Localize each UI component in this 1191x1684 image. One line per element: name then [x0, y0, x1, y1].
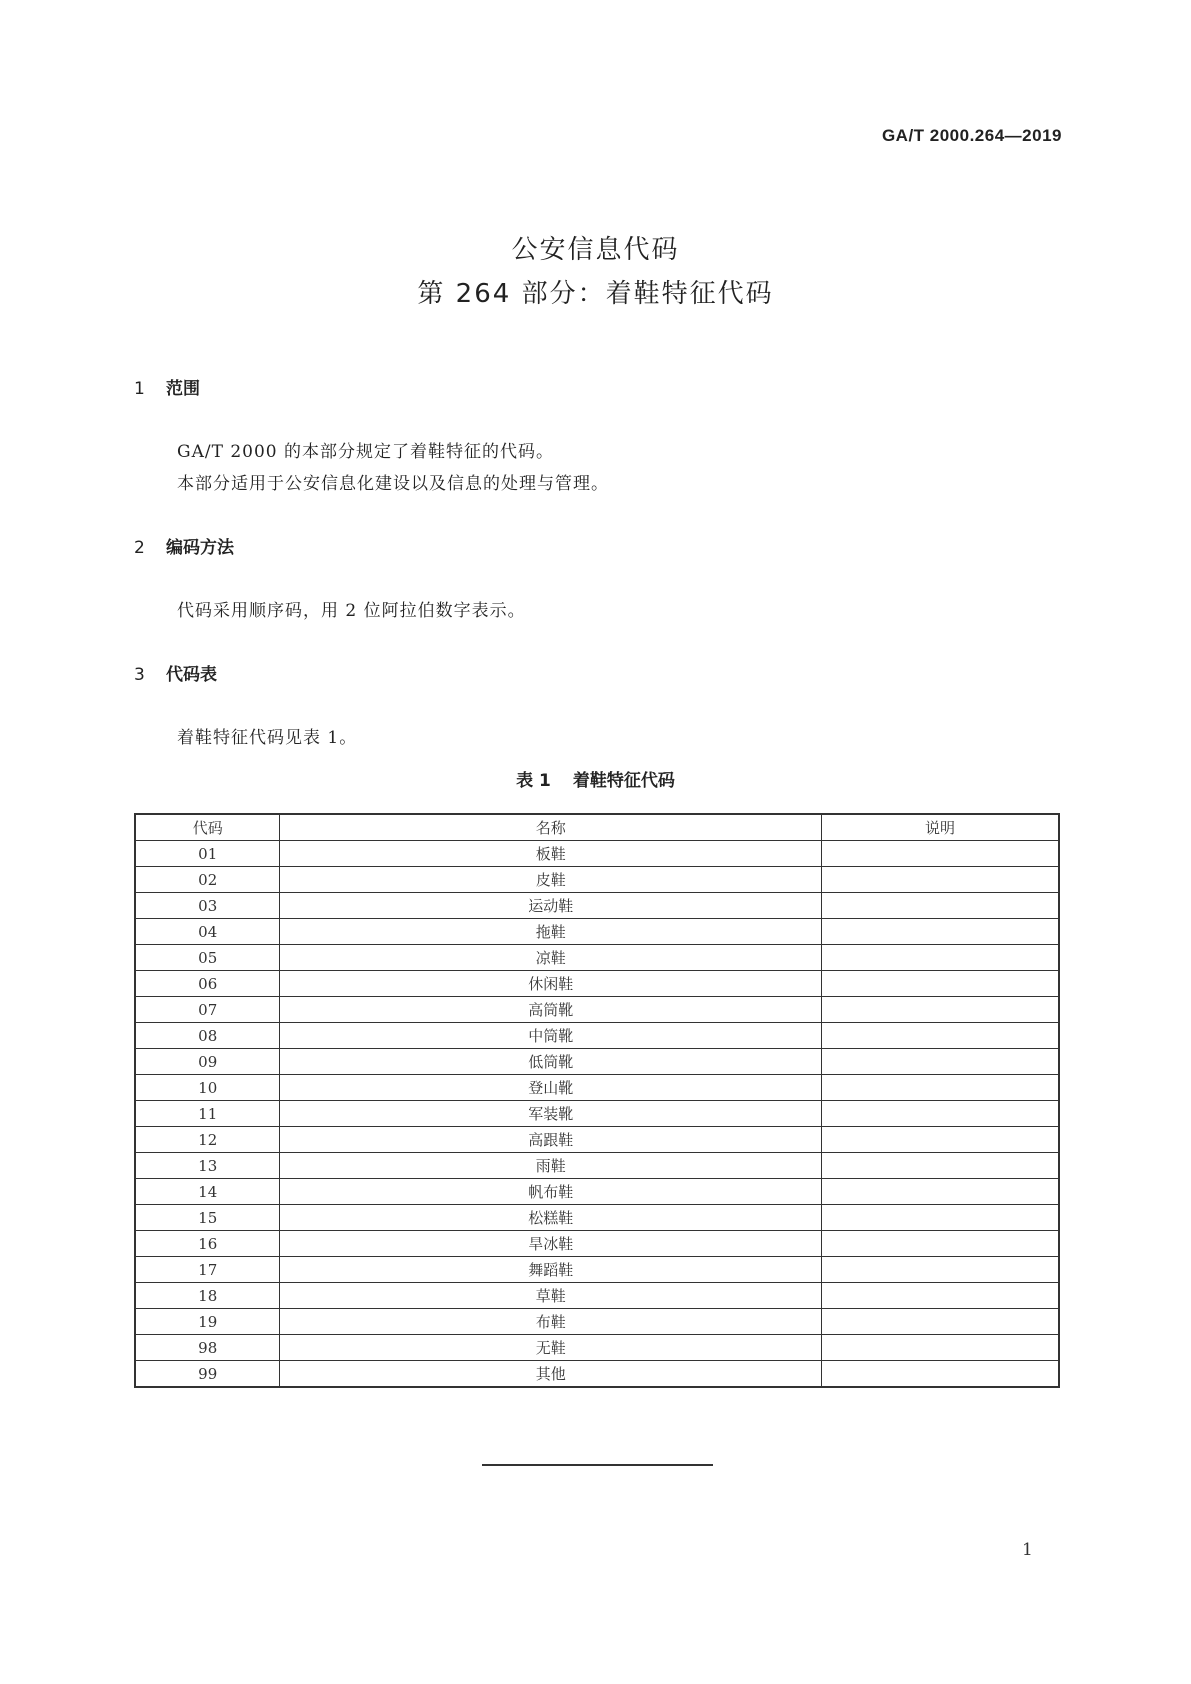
note-cell — [822, 971, 1060, 997]
name-cell: 高筒靴 — [280, 997, 822, 1023]
section-number: 1 — [134, 379, 145, 399]
name-cell: 旱冰鞋 — [280, 1231, 822, 1257]
note-cell — [822, 1257, 1060, 1283]
code-cell: 06 — [135, 971, 280, 997]
table-caption-title: 着鞋特征代码 — [572, 771, 675, 791]
name-cell: 拖鞋 — [280, 919, 822, 945]
name-cell: 布鞋 — [280, 1309, 822, 1335]
table-row — [135, 841, 1059, 867]
table-row — [135, 919, 1059, 945]
code-cell: 15 — [135, 1205, 280, 1231]
table-row — [135, 1179, 1059, 1205]
table-row — [135, 1231, 1059, 1257]
code-cell: 10 — [135, 1075, 280, 1101]
name-cell: 板鞋 — [280, 841, 822, 867]
code-cell: 05 — [135, 945, 280, 971]
table-header-row — [135, 814, 1059, 841]
code-cell: 14 — [135, 1179, 280, 1205]
name-cell: 其他 — [280, 1361, 822, 1388]
code-cell: 99 — [135, 1361, 280, 1388]
note-cell — [822, 1023, 1060, 1049]
paragraph: 着鞋特征代码见表 1。 — [177, 728, 358, 748]
name-cell: 舞蹈鞋 — [280, 1257, 822, 1283]
code-cell: 04 — [135, 919, 280, 945]
note-cell — [822, 1101, 1060, 1127]
section-number: 2 — [134, 538, 145, 558]
table-row — [135, 945, 1059, 971]
code-cell: 13 — [135, 1153, 280, 1179]
column-header-code: 代码 — [135, 814, 280, 841]
end-of-document-rule — [482, 1464, 713, 1466]
paragraph: GA/T 2000 的本部分规定了着鞋特征的代码。 — [177, 442, 554, 462]
section-heading-code-table — [134, 660, 217, 685]
table-row — [135, 1153, 1059, 1179]
section-title: 代码表 — [166, 665, 217, 685]
code-cell: 11 — [135, 1101, 280, 1127]
table-row — [135, 1335, 1059, 1361]
name-cell: 中筒靴 — [280, 1023, 822, 1049]
code-cell: 98 — [135, 1335, 280, 1361]
table-row — [135, 1283, 1059, 1309]
name-cell: 无鞋 — [280, 1335, 822, 1361]
note-cell — [822, 919, 1060, 945]
table-row — [135, 971, 1059, 997]
section-number: 3 — [134, 665, 145, 685]
name-cell: 高跟鞋 — [280, 1127, 822, 1153]
document-title: 公安信息代码 — [511, 235, 680, 265]
code-cell: 18 — [135, 1283, 280, 1309]
code-cell: 16 — [135, 1231, 280, 1257]
name-cell: 雨鞋 — [280, 1153, 822, 1179]
code-cell: 09 — [135, 1049, 280, 1075]
note-cell — [822, 1231, 1060, 1257]
name-cell: 登山靴 — [280, 1075, 822, 1101]
name-cell: 休闲鞋 — [280, 971, 822, 997]
note-cell — [822, 1361, 1060, 1388]
paragraph: 本部分适用于公安信息化建设以及信息的处理与管理。 — [177, 474, 609, 494]
note-cell — [822, 997, 1060, 1023]
note-cell — [822, 1049, 1060, 1075]
code-cell: 17 — [135, 1257, 280, 1283]
paragraph: 代码采用顺序码，用 2 位阿拉伯数字表示。 — [177, 601, 526, 621]
name-cell: 皮鞋 — [280, 867, 822, 893]
note-cell — [822, 841, 1060, 867]
note-cell — [822, 1153, 1060, 1179]
note-cell — [822, 893, 1060, 919]
note-cell — [822, 1179, 1060, 1205]
table-row — [135, 1023, 1059, 1049]
name-cell: 帆布鞋 — [280, 1179, 822, 1205]
section-title: 范围 — [166, 379, 200, 399]
table-caption — [0, 766, 1191, 791]
page-number: 1 — [1022, 1540, 1033, 1560]
column-header-name: 名称 — [280, 814, 822, 841]
note-cell — [822, 1309, 1060, 1335]
standard-code: GA/T 2000.264—2019 — [881, 126, 1062, 145]
table-caption-number: 表 1 — [516, 771, 551, 791]
table-row — [135, 893, 1059, 919]
code-cell: 19 — [135, 1309, 280, 1335]
note-cell — [822, 945, 1060, 971]
name-cell: 凉鞋 — [280, 945, 822, 971]
code-cell: 02 — [135, 867, 280, 893]
name-cell: 低筒靴 — [280, 1049, 822, 1075]
table-row — [135, 867, 1059, 893]
table-row — [135, 1361, 1059, 1388]
name-cell: 松糕鞋 — [280, 1205, 822, 1231]
name-cell: 运动鞋 — [280, 893, 822, 919]
note-cell — [822, 867, 1060, 893]
table-row — [135, 1049, 1059, 1075]
table-row — [135, 1075, 1059, 1101]
note-cell — [822, 1205, 1060, 1231]
section-heading-scope — [134, 374, 200, 399]
table-row — [135, 997, 1059, 1023]
note-cell — [822, 1127, 1060, 1153]
name-cell: 军装靴 — [280, 1101, 822, 1127]
note-cell — [822, 1075, 1060, 1101]
table-row — [135, 1205, 1059, 1231]
code-cell: 12 — [135, 1127, 280, 1153]
section-title: 编码方法 — [166, 538, 234, 558]
table-row — [135, 1101, 1059, 1127]
note-cell — [822, 1283, 1060, 1309]
code-cell: 08 — [135, 1023, 280, 1049]
column-header-note: 说明 — [822, 814, 1060, 841]
table-row — [135, 1127, 1059, 1153]
shoe-code-table — [134, 813, 1060, 1388]
name-cell: 草鞋 — [280, 1283, 822, 1309]
note-cell — [822, 1335, 1060, 1361]
code-cell: 01 — [135, 841, 280, 867]
code-cell: 03 — [135, 893, 280, 919]
table-row — [135, 1257, 1059, 1283]
code-cell: 07 — [135, 997, 280, 1023]
document-subtitle: 第 264 部分：着鞋特征代码 — [417, 279, 774, 309]
table-row — [135, 1309, 1059, 1335]
section-heading-encoding — [134, 533, 234, 558]
